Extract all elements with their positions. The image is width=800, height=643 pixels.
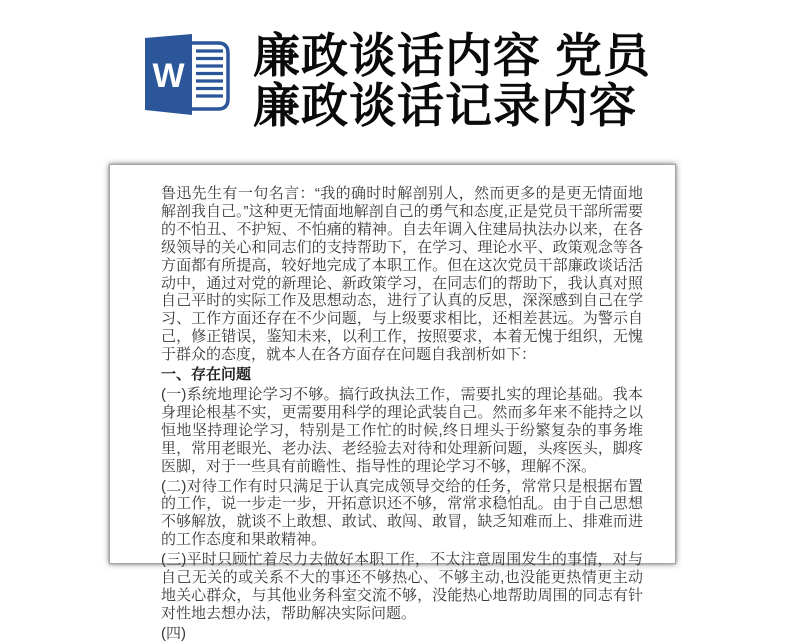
ms-word-icon (144, 33, 231, 116)
word-icon-page-shape (188, 43, 228, 109)
page-title (253, 31, 651, 131)
word-icon-text-lines (196, 51, 223, 96)
doc-paragraph-issue-4-clipped: (四) (161, 624, 186, 642)
doc-paragraph-issue-1: (一)系统地理论学习不够。搞行政执法工作，需要扎实的理论基础。我本身理论根基不实，更需要用科学的理论武装自己。然而多年来不能持之以恒地坚持理论学习，特别是工作忙的时候,终日埋头于纷繁复杂的事务堆里，常用老眼光、老办法、老经验去对待和处理新问题，头疼医头，脚疼医脚，对于一些具有前瞻性、指导性的理论学习不够，理解不深。 (161, 385, 643, 475)
doc-heading-existing-problems: 一、存在问题 (161, 366, 252, 384)
page-title-line-2: 廉政谈话记录内容 (253, 79, 637, 132)
doc-paragraph-issue-3: (三)平时只顾忙着尽力去做好本职工作，不太注意周围发生的事情，对与自己无关的或关系不大的事还不够热心、不够主动,也没能更热情更主动地关心群众，与其他业务科室交流不够，没能热心地帮助周围的同志有针对性地去想办法，帮助解决实际问题。 (161, 551, 643, 622)
word-icon-letter: W (152, 57, 185, 95)
document-page-preview (109, 164, 676, 642)
doc-paragraph-issue-2: (二)对待工作有时只满足于认真完成领导交给的任务，常常只是根据布置的工作，说一步走一步，开拓意识还不够，常常求稳怕乱。由于自己思想不够解放，就谈不上敢想、敢试、敢闯、敢冒，缺乏知难而上、排难而进的工作态度和果敢精神。 (161, 477, 643, 549)
doc-paragraph-intro: 鲁迅先生有一句名言：“我的确时时解剖别人，然而更多的是更无情面地解剖我自己。”这种更无情面地解剖自己的勇气和态度,正是党员干部所需要的不怕丑、不护短、不怕痛的精神。自去年调入住建局执法办以来，在各级领导的关心和同志们的支持帮助下，在学习、理论水平、政策观念等各方面都有所提高，较好地完成了本职工作。但在这次党员干部廉政谈话活动中，通过对党的新理论、新政策学习，在同志们的帮助下，我认真对照自己平时的实际工作及思想动态，进行了认真的反思，深深感到自己在学习、工作方面还存在不少问题，与上级要求相比，还相差甚远。为警示自己，修正错误，鉴知未来，以利工作，按照要求，本着无愧于组织，无愧于群众的态度，就本人在各方面存在问题自我剖析如下： (161, 185, 643, 364)
page-title-line-1: 廉政谈话内容 党员 (253, 29, 652, 82)
